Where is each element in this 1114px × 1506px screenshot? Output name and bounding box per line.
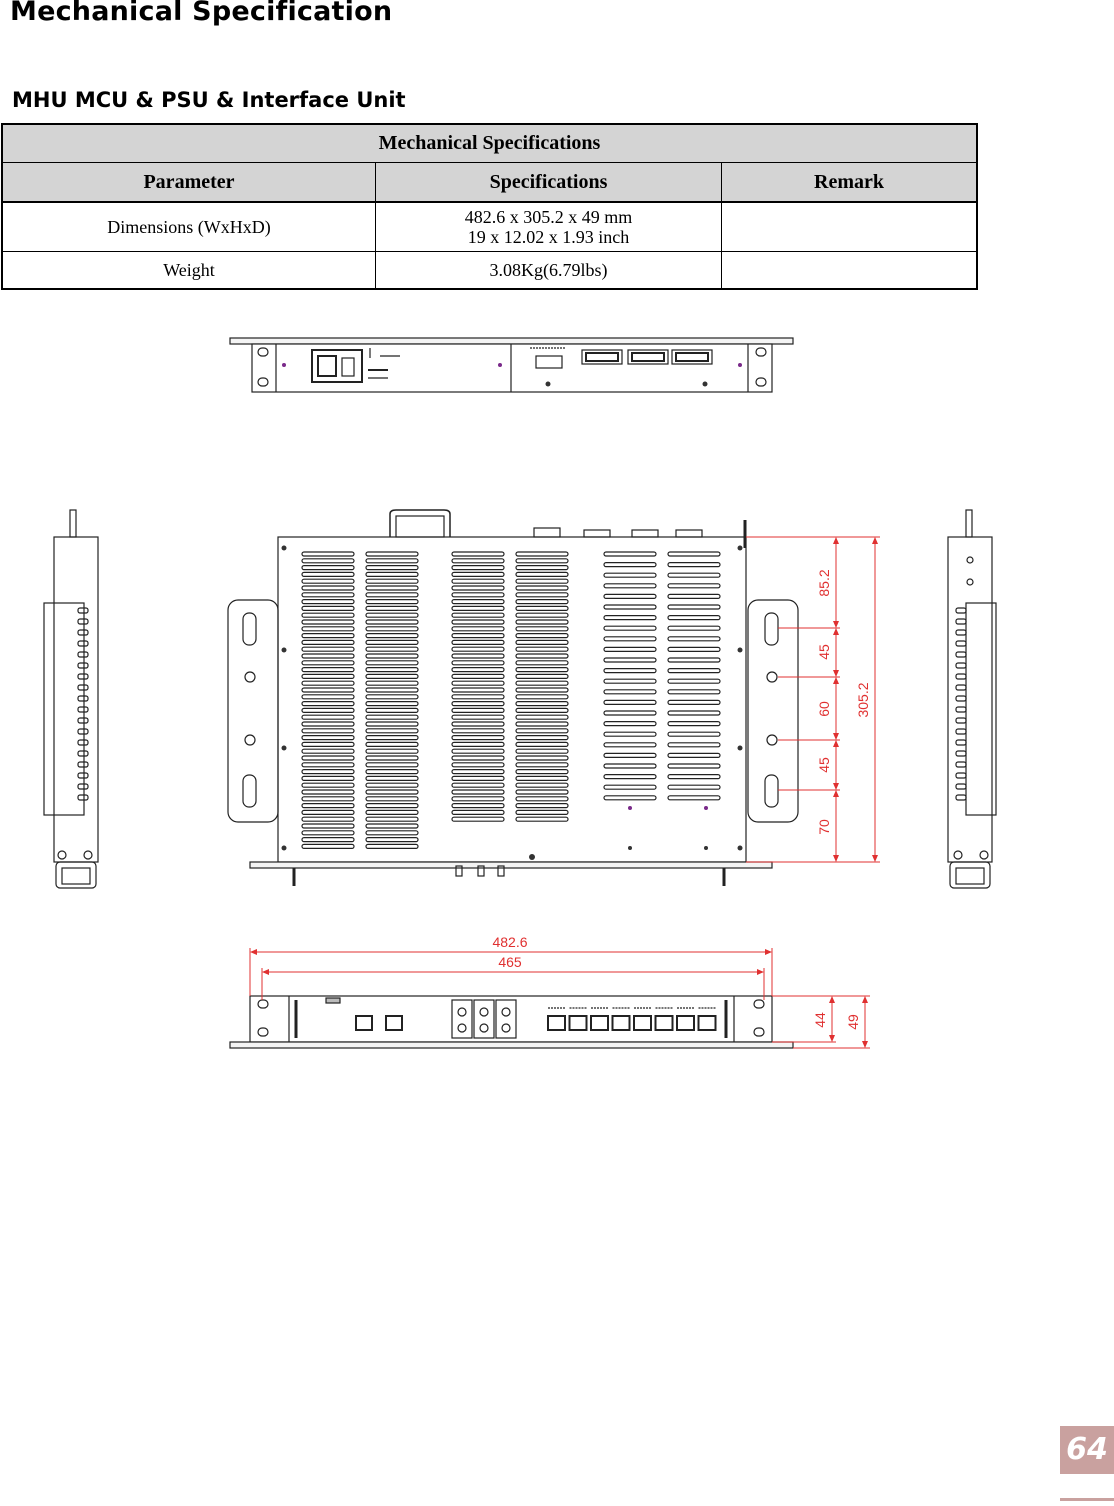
spec-line-inch: 19 x 12.02 x 1.93 inch xyxy=(467,227,630,247)
cell-parameter: Weight xyxy=(2,252,376,290)
dim-label-85-2: 85.2 xyxy=(816,569,832,597)
dim-label-45-upper: 45 xyxy=(816,644,832,660)
dim-label-70: 70 xyxy=(816,819,832,835)
right-side-view xyxy=(948,510,996,888)
cell-specification xyxy=(376,202,722,252)
rear-view xyxy=(230,338,793,392)
top-view xyxy=(228,510,798,886)
table-row xyxy=(2,252,977,290)
dim-label-45-lower: 45 xyxy=(816,757,832,773)
table-caption: Mechanical Specifications xyxy=(2,124,977,163)
table-row xyxy=(2,202,977,252)
dim-label-49: 49 xyxy=(845,1014,861,1030)
cell-remark xyxy=(722,252,978,290)
header-parameter: Parameter xyxy=(2,163,376,203)
page-number-underline xyxy=(1060,1498,1114,1501)
left-side-view xyxy=(44,510,98,888)
dim-label-482-6: 482.6 xyxy=(492,934,528,950)
cell-parameter: Dimensions (WxHxD) xyxy=(2,202,376,252)
cell-specification: 3.08Kg(6.79lbs) xyxy=(376,252,722,290)
front-view xyxy=(230,996,793,1048)
section-title: MHU MCU & PSU & Interface Unit xyxy=(12,88,406,112)
page-number-badge: 64 xyxy=(1060,1426,1114,1474)
mechanical-spec-table xyxy=(1,123,978,290)
page-title: Mechanical Specification xyxy=(10,0,393,27)
header-specifications: Specifications xyxy=(376,163,722,203)
dim-label-44: 44 xyxy=(812,1012,828,1028)
dim-label-305-2: 305.2 xyxy=(855,682,871,718)
header-remark: Remark xyxy=(722,163,978,203)
dim-label-465: 465 xyxy=(498,954,522,970)
dim-label-60: 60 xyxy=(816,701,832,717)
cell-remark xyxy=(722,202,978,252)
spec-line-mm: 482.6 x 305.2 x 49 mm xyxy=(464,207,633,227)
mechanical-drawing xyxy=(0,300,1114,1080)
